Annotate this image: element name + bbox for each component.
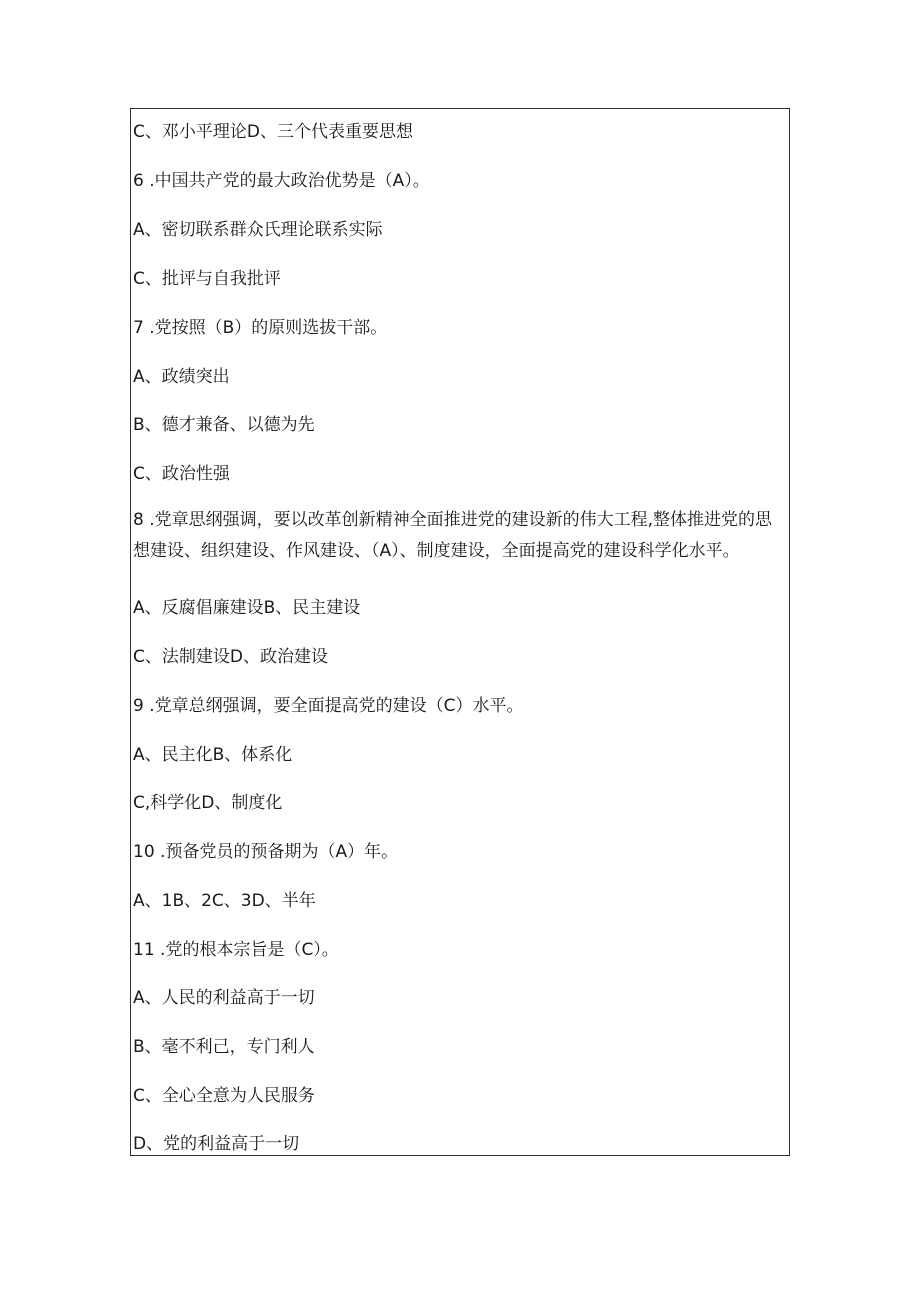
question-11: 11 .党的根本宗旨是（C）。 — [133, 940, 339, 960]
question-9: 9 .党章总纲强调，要全面提高党的建设（C）水平。 — [133, 696, 524, 716]
question-6: 6 .中国共产党的最大政治优势是（A）。 — [133, 171, 430, 191]
option-line: B、德才兼备、以德为先 — [133, 415, 315, 435]
option-line: C、全心全意为人民服务 — [133, 1086, 315, 1106]
option-line: A、人民的利益高于一切 — [133, 988, 315, 1008]
option-line: C,科学化D、制度化 — [133, 793, 283, 813]
option-line: D、党的利益高于一切 — [133, 1134, 300, 1154]
option-line: A、民主化B、体系化 — [133, 745, 293, 765]
question-10: 10 .预备党员的预备期为（A）年。 — [133, 842, 399, 862]
option-line: A、反腐倡廉建设B、民主建设 — [133, 598, 361, 618]
option-line: C、法制建设D、政治建设 — [133, 647, 328, 667]
option-line: A、1B、2C、3D、半年 — [133, 891, 316, 911]
option-line: C、政治性强 — [133, 464, 230, 484]
option-line: C、批评与自我批评 — [133, 269, 281, 289]
option-line: B、毫不利己，专门利人 — [133, 1037, 315, 1057]
question-7: 7 .党按照（B）的原则选拔干部。 — [133, 318, 388, 338]
option-line: A、政绩突出 — [133, 367, 230, 387]
option-line: A、密切联系群众氏理论联系实际 — [133, 220, 383, 240]
question-8: 8 .党章思纲强调，要以改革创新精神全面推进党的建设新的伟大工程,整体推进党的思想建设、组织建设、作风建设、（A）、制度建设，全面提高党的建设科学化水平。 — [133, 510, 773, 561]
option-line: C、邓小平理论D、三个代表重要思想 — [133, 122, 413, 142]
